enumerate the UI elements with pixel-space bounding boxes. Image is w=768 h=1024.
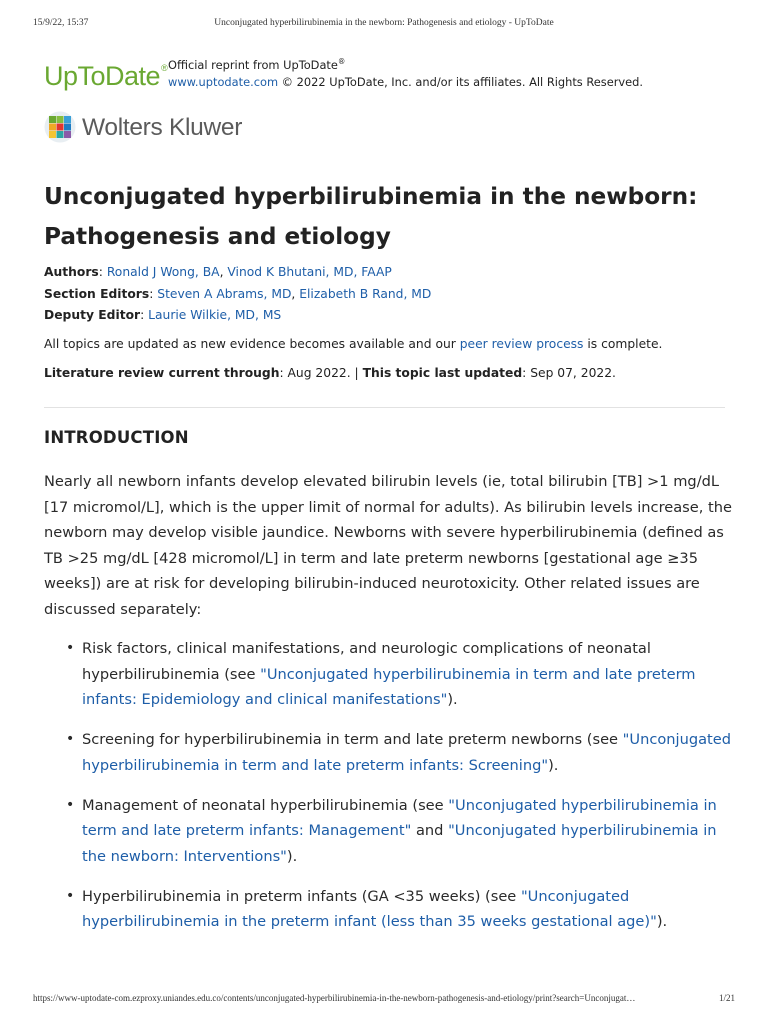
section-editor-link[interactable]: Elizabeth B Rand, MD <box>299 287 432 301</box>
bullet-icon: • <box>66 887 75 904</box>
uptodate-logo-mark: ® <box>161 63 168 73</box>
author-link[interactable]: Vinod K Bhutani, MD, FAAP <box>227 265 392 279</box>
list-item <box>44 727 734 778</box>
bullet-icon: • <box>66 731 75 747</box>
list-item-text-end: ). <box>656 913 668 930</box>
copyright-text: © 2022 UpToDate, Inc. and/or its affiliates. All Rights Reserved. <box>278 74 644 89</box>
list-item-text-end: ). <box>286 847 298 865</box>
list-item-text: Screening for hyperbilirubinemia in term and late preterm newborns (see <box>82 731 623 748</box>
list-item-text-end: ). <box>548 756 559 774</box>
peer-review-link[interactable]: peer review process <box>459 337 584 351</box>
review-dates <box>44 363 734 383</box>
page-number: 1/21 <box>718 993 735 1003</box>
topic-link[interactable]: "Unconjugated hyperbilirubinemia in term and late preterm infants: Management" <box>82 796 717 839</box>
introduction-paragraph: Nearly all newborn infants develop elevated bilirubin levels (ie, total bilirubin [TB] >1 mg/dL [17 micromol/L], which is the upper limit of normal for adults). As bilirubin levels increase, the newborn may develop visible jaundice. Newborns with severe hyperbilirubinemia (defined as TB >25 mg/dL [428 micromol/L] in term and late preterm newborns [gestational age ≥35 weeks]) are at risk for developing bilirubin-induced neurotoxicity. Other related issues are discussed separately: <box>44 473 732 618</box>
section-editors-label: Section Editors <box>44 287 150 301</box>
deputy-editor-label: Deputy Editor <box>44 308 141 322</box>
update-policy-text: All topics are updated as new evidence becomes available and our <box>44 337 460 351</box>
related-topics-list <box>44 636 734 949</box>
list-item <box>44 636 734 713</box>
article-title: Unconjugated hyperbilirubinemia in the newborn: Pathogenesis and etiology <box>44 183 698 250</box>
publisher-name: Wolters Kluwer <box>82 114 243 141</box>
print-header <box>33 18 735 32</box>
section-editors-line: Section Editors: Steven A Abrams, MD, Elizabeth B Rand, MD <box>44 287 432 301</box>
list-item-text: Hyperbilirubinemia in preterm infants (GA <35 weeks) (see <box>82 887 521 905</box>
last-updated-value: : Sep 07, 2022. <box>522 366 616 380</box>
print-url: https://www-uptodate-com.ezproxy.uniandes.edu.co/contents/unconjugated-hyperbilirubinemia-in-the-newborn-pathogenesis-and-etiology/print?search=Unconjugat… <box>33 993 636 1003</box>
authors-label: Authors <box>44 265 99 279</box>
reprint-mark: ® <box>337 57 346 66</box>
topic-link[interactable]: "Unconjugated hyperbilirubinemia in the preterm infant (less than 35 weeks gestational age)" <box>82 887 657 930</box>
section-divider <box>44 407 725 408</box>
print-timestamp: 15/9/22, 15:37 <box>33 18 89 28</box>
list-item-text: Risk factors, clinical manifestations, and neurologic complications of neonatal hyperbilirubinemia (see <box>82 640 651 683</box>
deputy-editor-link[interactable]: Laurie Wilkie, MD, MS <box>148 308 282 322</box>
introduction-heading: INTRODUCTION <box>44 428 189 447</box>
last-updated-label: This topic last updated <box>362 366 523 380</box>
list-item <box>44 884 734 935</box>
uptodate-logo-text: UpToDate <box>44 61 161 91</box>
bullet-icon: • <box>66 640 75 656</box>
list-item-text-end: ). <box>447 691 458 708</box>
topic-link[interactable]: "Unconjugated hyperbilirubinemia in the newborn: Interventions" <box>82 822 717 865</box>
reprint-notice <box>168 53 643 91</box>
wolters-kluwer-logo <box>44 111 264 145</box>
deputy-editor-line: Deputy Editor: Laurie Wilkie, MD, MS <box>44 308 282 322</box>
uptodate-site-link[interactable]: www.uptodate.com <box>168 74 279 89</box>
list-item-text: Management of neonatal hyperbilirubinemia (see <box>82 796 449 814</box>
review-label: Literature review current through <box>44 366 280 380</box>
wolters-kluwer-logo-icon <box>44 111 76 143</box>
update-policy-note <box>44 334 734 354</box>
print-footer <box>33 993 735 1007</box>
update-policy-text-end: is complete. <box>583 337 663 351</box>
bullet-icon: • <box>66 796 75 813</box>
brand-row <box>44 50 684 90</box>
section-editor-link[interactable]: Steven A Abrams, MD <box>157 287 292 301</box>
list-item-text-mid: and <box>411 822 449 839</box>
reprint-line: Official reprint from UpToDate <box>168 57 338 72</box>
topic-link[interactable]: "Unconjugated hyperbilirubinemia in term and late preterm infants: Screening" <box>82 731 731 774</box>
authors-line: Authors: Ronald J Wong, BA, Vinod K Bhutani, MD, FAAP <box>44 265 392 279</box>
uptodate-logo[interactable] <box>44 50 167 94</box>
author-link[interactable]: Ronald J Wong, BA <box>106 265 220 279</box>
list-item <box>44 793 734 870</box>
topic-link[interactable]: "Unconjugated hyperbilirubinemia in term and late preterm infants: Epidemiology and clinical manifestations" <box>82 665 696 708</box>
review-value: : Aug 2022. | <box>279 366 363 380</box>
print-document-title: Unconjugated hyperbilirubinemia in the newborn: Pathogenesis and etiology - UpToDate <box>214 18 554 28</box>
